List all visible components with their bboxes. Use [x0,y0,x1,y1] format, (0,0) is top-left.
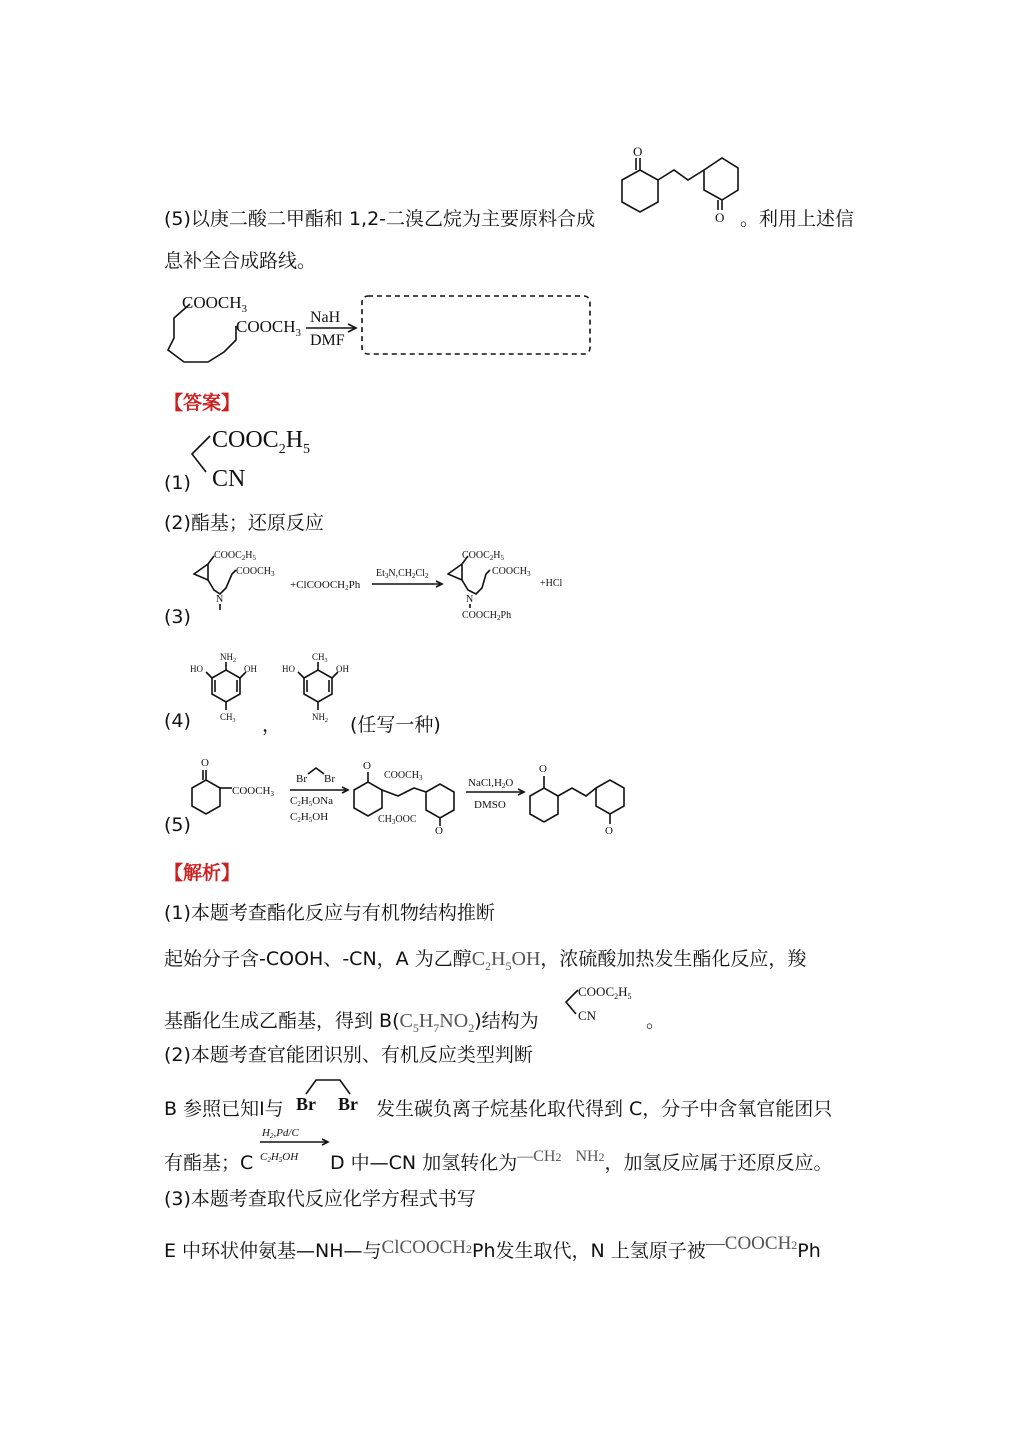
formula-clcooch2: ClCOOCH2 [381,1237,473,1258]
svg-text:Br: Br [296,1094,316,1114]
target-molecule-diagram [612,140,747,230]
formula-cooch2: —COOCH2 [705,1233,798,1254]
analysis-b-structure [562,982,652,1024]
analysis-p4: (2)本题考查官能团识别、有机反应类型判断 [164,1044,533,1066]
answer-1-label: (1) [164,472,191,494]
svg-text:COOCH3: $COOCH_3$ [384,770,423,782]
ketone-o-left: O [633,144,643,159]
a1-cn: CN [212,466,246,492]
answer-1-structure [186,420,336,492]
svg-text:O: O [539,763,547,775]
q5-reagent-nah: NaH [310,309,341,326]
analysis-p2: 起始分子含-COOH、-CN，A 为乙醇$C_2H_5OH$，浓硫酸加热发生酯化反应，羧 [164,948,807,973]
h2-pdc-arrow [258,1122,334,1168]
formula-c5h7no2: $C_5H_7NO_2$ [399,1010,475,1035]
svg-text:NH2: $NH_2$ [312,712,328,724]
svg-text:Br: Br [296,773,307,785]
svg-text:NaCl,H2O: NaCl,H2O [468,777,514,790]
svg-text:N: N [466,594,474,605]
svg-text:CH3: $CH_3$ [312,652,328,664]
svg-text:CN: CN [578,1008,597,1023]
svg-text:CH3OOC: $CH_3OOC$ [378,814,417,826]
answer-3-label: (3) [164,606,191,628]
q5-cooch3-top: $COOCH_3$ [182,293,248,315]
answer-3-equation [186,544,586,624]
svg-text:COOC2H5: $COOC_2H_5$ [214,550,257,562]
formula-c2h5oh: $C_2H_5OH$ [471,948,541,973]
answer-5-label: (5) [164,814,191,836]
svg-text:CH3: $CH_3$ [220,712,236,724]
q5-text-line2: 息补全合成路线。 [164,250,317,272]
svg-text:+ClCOOCH2Ph: +ClCOOCH2Ph [290,579,361,592]
analysis-p3: 基酯化生成乙酯基，得到 $B(C_5H_7NO_2)$结构为 [164,1010,539,1035]
analysis-p3-end: 。 [646,1010,666,1032]
svg-text:COOC2H5: $COOC_2H_5$ [578,984,632,1001]
svg-text:OH: OH [336,664,349,674]
answer-2: (2)酯基；还原反应 [164,512,324,534]
svg-text:C2H5OH: C2H5OH [290,811,329,824]
svg-text:O: O [201,757,209,769]
svg-text:COOCH2Ph: $COOCH_2Ph$ [462,610,512,622]
svg-text:O: O [363,760,371,772]
svg-text:COOCH3: COOCH3 [232,785,275,798]
svg-text:COOCH3: $COOCH_3$ [492,566,531,578]
analysis-p7: (3)本题考查取代反应化学方程式书写 [164,1188,476,1210]
svg-text:N: N [216,594,224,605]
svg-text:OH: OH [244,664,257,674]
analysis-p6a: 有酯基；C [164,1152,254,1174]
answer-4-note: (任写一种) [350,714,441,736]
svg-text:NH2: $NH_2$ [220,652,236,664]
answer-5-route [186,752,636,836]
q5-text-line1: (5)以庚二酸二甲酯和 1,2-二溴乙烷为主要原料合成 [164,208,596,230]
q5-answer-box [362,296,590,354]
svg-text:HO: HO [190,664,203,674]
svg-text:COOCH3: $COOCH_3$ [236,566,275,578]
analysis-p8: E 中环状仲氨基—NH—与ClCOOCH2Ph发生取代，N 上氢原子被—COOCH2Ph [164,1233,821,1262]
svg-text:C2H5ONa: C2H5ONa [290,795,334,808]
svg-text:O: O [605,825,613,836]
formula-nh2: NH2 [575,1148,605,1165]
answer-header: 【答案】 [164,392,241,414]
svg-text:H2,Pd/C: H2,Pd/C [262,1127,299,1140]
svg-text:Br: Br [338,1094,358,1114]
svg-text:COOC2H5: $COOC_2H_5$ [462,550,505,562]
svg-text:Br: Br [324,773,335,785]
q5-start-scheme [160,290,600,370]
q5-text-line1-end: 。利用上述信 [740,208,855,230]
svg-text:+HCl: +HCl [540,578,563,589]
svg-text:O: O [435,825,443,836]
analysis-p5b: 发生碳负离子烷基化取代得到 C，分子中含氧官能团只 [376,1098,833,1120]
analysis-header: 【解析】 [164,862,241,884]
answer-4-label: (4) [164,710,191,732]
ketone-o-right: O [715,210,725,225]
dibromoethane-diagram [292,1074,372,1116]
analysis-p5a: B 参照已知I与 [164,1098,284,1120]
answer-4-comma: ， [262,714,282,736]
analysis-p1: (1)本题考查酯化反应与有机物结构推断 [164,902,495,924]
svg-text:Et3N,CH2Cl2: $Et_3N,CH_2Cl_2$ [376,568,429,580]
svg-text:HO: HO [282,664,295,674]
analysis-p6: D 中—CN 加氢转化为$^{—CH2}$ $^{NH2}$，加氢反应属于还原反应。 [330,1148,833,1174]
q5-cooch3-mid: $COOCH_3$ [236,317,302,339]
svg-text:C2H5OH: C2H5OH [260,1151,299,1164]
formula-ch2: —CH2 [517,1148,562,1165]
svg-text:DMSO: DMSO [474,799,506,811]
a1-cooc2h5: $COOC_2H_5$ [212,427,311,457]
q5-reagent-dmf: DMF [310,332,345,349]
